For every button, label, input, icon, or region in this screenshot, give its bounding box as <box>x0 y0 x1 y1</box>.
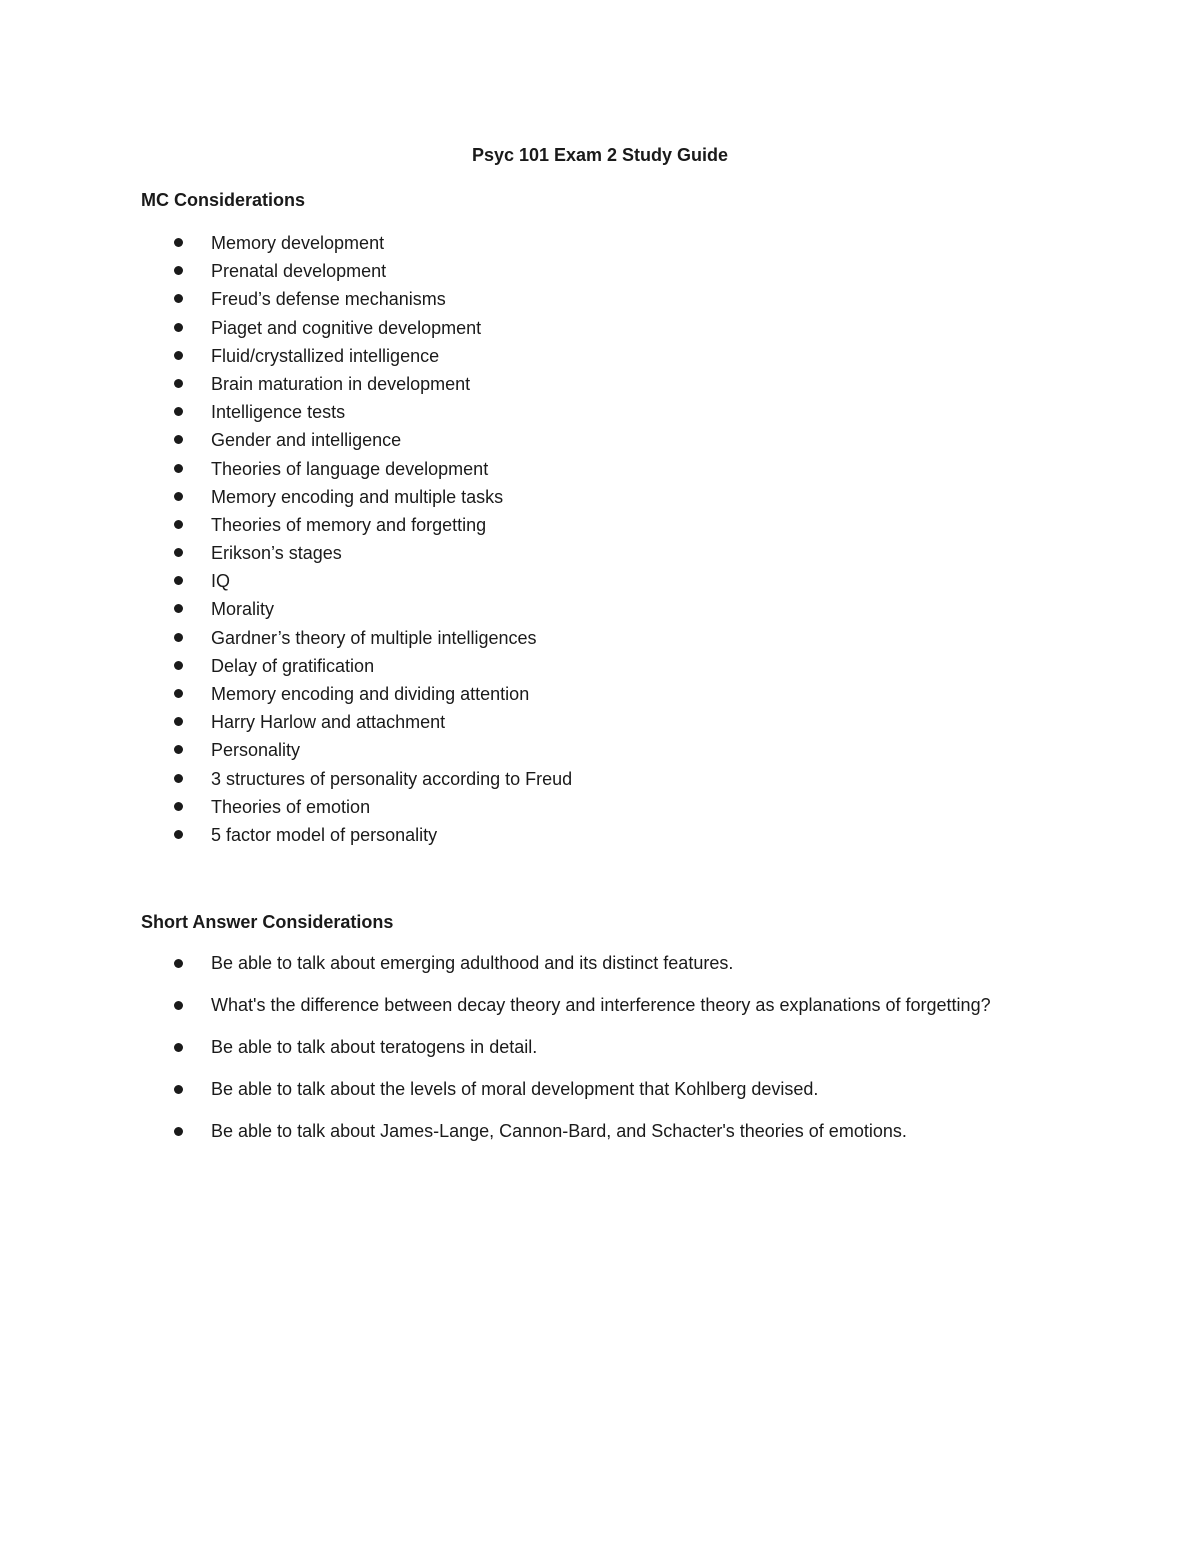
bullet-icon <box>174 576 183 585</box>
list-item-text: Delay of gratification <box>211 655 375 676</box>
list-item-text: Memory development <box>211 233 385 253</box>
list-item <box>0 1119 1200 1144</box>
list-item-text: Fluid/crystallized intelligence <box>211 345 440 366</box>
short-answer-considerations-list <box>0 951 1200 1161</box>
bullet-icon <box>174 294 183 303</box>
list-item-text: Theories of language development <box>211 458 489 479</box>
bullet-icon <box>174 830 183 839</box>
bullet-icon <box>174 745 183 754</box>
list-item <box>0 1035 1200 1060</box>
bullet-icon <box>174 238 183 247</box>
bullet-icon <box>174 717 183 726</box>
list-item-text: Be able to talk about emerging adulthood and its distinct features. <box>211 953 734 973</box>
list-item-text: Harry Harlow and attachment <box>211 712 446 733</box>
bullet-icon <box>174 379 183 388</box>
list-item-text: Be able to talk about James-Lange, Cannon-Bard, and Schacter's theories of emotions. <box>211 1121 907 1141</box>
list-item-text: What's the difference between decay theory and interference theory as explanations of forgetting? <box>211 995 991 1015</box>
list-item-text: Erikson’s stages <box>211 543 342 564</box>
list-item-text: 3 structures of personality according to Freud <box>211 768 573 789</box>
mc-considerations-heading: MC Considerations <box>141 190 306 210</box>
list-item-text: Brain maturation in development <box>211 373 471 394</box>
document-title: Psyc 101 Exam 2 Study Guide <box>471 145 729 165</box>
bullet-icon <box>174 1001 183 1010</box>
list-item-text: Freud’s defense mechanisms <box>211 289 446 310</box>
bullet-icon <box>174 520 183 529</box>
list-item-text: Piaget and cognitive development <box>211 317 482 338</box>
bullet-icon <box>174 774 183 783</box>
bullet-icon <box>174 1127 183 1136</box>
list-item-text: Memory encoding and dividing attention <box>211 684 530 704</box>
list-item-text: Morality <box>211 599 275 620</box>
list-item-text: Memory encoding and multiple tasks <box>211 486 504 507</box>
bullet-icon <box>174 689 183 698</box>
list-item-text: Theories of memory and forgetting <box>211 514 487 535</box>
bullet-icon <box>174 633 183 642</box>
list-item-text: Theories of emotion <box>211 796 371 817</box>
list-item-text: Gender and intelligence <box>211 430 402 451</box>
bullet-icon <box>174 1043 183 1052</box>
list-item-text: Be able to talk about teratogens in detail. <box>211 1037 538 1057</box>
bullet-icon <box>174 1085 183 1094</box>
list-item-text: Be able to talk about the levels of moral development that Kohlberg devised. <box>211 1079 819 1099</box>
bullet-icon <box>174 435 183 444</box>
bullet-icon <box>174 351 183 360</box>
bullet-icon <box>174 492 183 501</box>
bullet-icon <box>174 802 183 811</box>
bullet-icon <box>174 407 183 416</box>
bullet-icon <box>174 604 183 613</box>
list-item <box>0 993 1200 1018</box>
bullet-icon <box>174 959 183 968</box>
list-item-text: Prenatal development <box>211 261 387 282</box>
bullet-icon <box>174 661 183 670</box>
list-item-text: 5 factor model of personality <box>211 824 438 845</box>
list-item-text: IQ <box>211 571 231 592</box>
list-item-text: Personality <box>211 740 301 761</box>
bullet-icon <box>174 266 183 275</box>
short-answer-considerations-heading: Short Answer Considerations <box>141 912 394 932</box>
bullet-icon <box>174 464 183 473</box>
bullet-icon <box>174 548 183 557</box>
list-item-text: Gardner’s theory of multiple intelligences <box>211 627 537 648</box>
bullet-icon <box>174 323 183 332</box>
list-item <box>0 1077 1200 1102</box>
list-item <box>0 951 1200 976</box>
list-item-text: Intelligence tests <box>211 402 346 423</box>
